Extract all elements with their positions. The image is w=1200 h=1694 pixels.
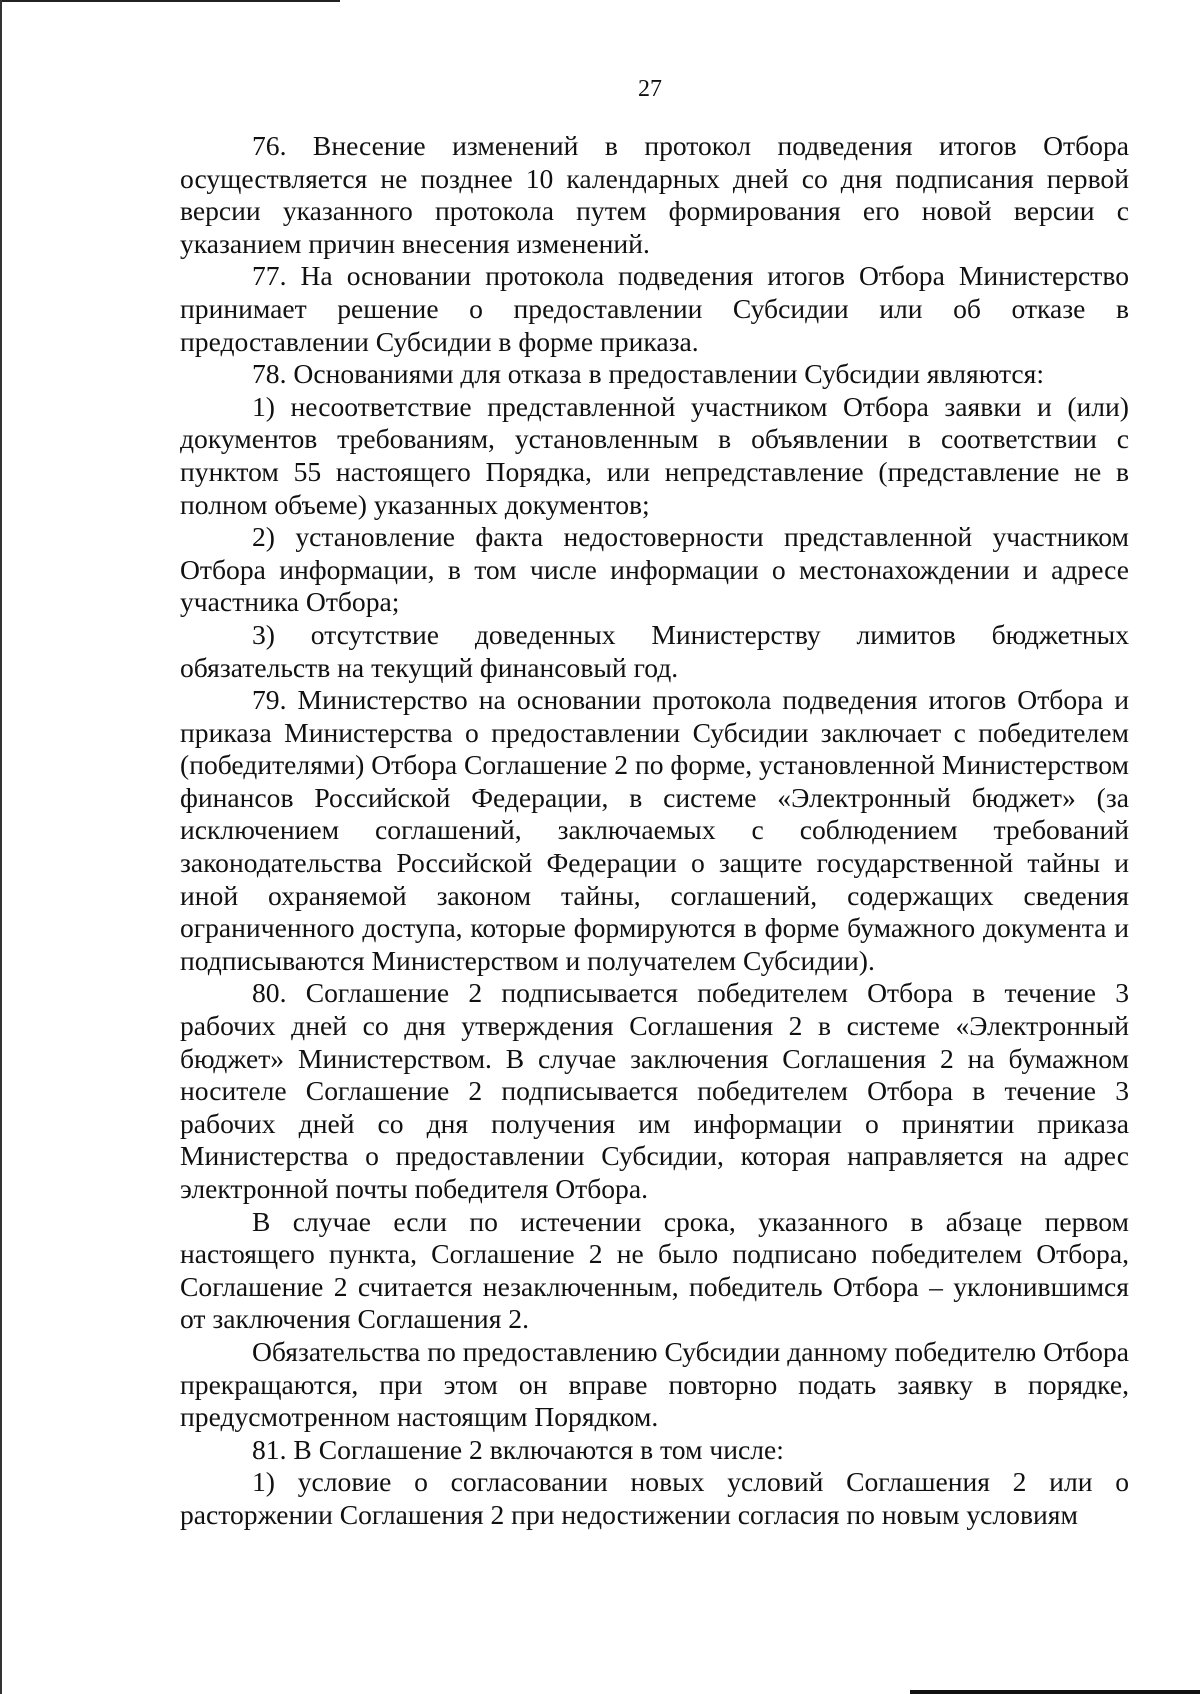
scan-edge-bottom: [910, 1690, 1200, 1694]
paragraph-78-item-2: 2) установление факта недостоверности представленной участником Отбора информации, в том числе информации о местонахождении и адресе участника Отбора;: [180, 521, 1129, 618]
paragraph-77: 77. На основании протокола подведения итогов Отбора Министерство принимает решение о предоставлении Субсидии или об отказе в предоставлении Субсидии в форме приказа.: [180, 260, 1129, 357]
document-body: [180, 130, 1129, 1532]
paragraph-79: 79. Министерство на основании протокола подведения итогов Отбора и приказа Министерства о предоставлении Субсидии заключает с победителем (победителями) Отбора Соглашение 2 по форме, установленной Министерством финансов Российской Федерации, в системе «Электронный бюджет» (за исключением соглашений, заключаемых с соблюдением требований законодательства Российской Федерации о защите государственной тайны и иной охраняемой законом тайны, соглашений, содержащих сведения ограниченного доступа, которые формируются в форме бумажного документа и подписываются Министерством и получателем Субсидии).: [180, 684, 1129, 976]
paragraph-78-item-1: 1) несоответствие представленной участником Отбора заявки и (или) документов требованиям, установленным в объявлении в соответствии с пунктом 55 настоящего Порядка, или непредставление (представление не в полном объеме) указанных документов;: [180, 390, 1129, 520]
paragraph-78-item-3: 3) отсутствие доведенных Министерству лимитов бюджетных обязательств на текущий финансовый год.: [180, 618, 1129, 683]
page-number: 27: [638, 76, 662, 102]
paragraph-80: 80. Соглашение 2 подписывается победителем Отбора в течение 3 рабочих дней со дня утверждения Соглашения 2 в системе «Электронный бюджет» Министерством. В случае заключения Соглашения 2 на бумажном носителе Соглашение 2 подписывается победителем Отбора в течение 3 рабочих дней со дня получения им информации о принятии приказа Министерства о предоставлении Субсидии, которая направляется на адрес электронной почты победителя Отбора.: [180, 977, 1129, 1204]
paragraph-81: 81. В Соглашение 2 включаются в том числе:: [252, 1433, 784, 1465]
paragraph-76: 76. Внесение изменений в протокол подведения итогов Отбора осуществляется не позднее 10 календарных дней со дня подписания первой версии указанного протокола путем формирования его новой версии с указанием причин внесения изменений.: [180, 130, 1129, 259]
paragraph-78: 78. Основаниями для отказа в предоставлении Субсидии являются:: [252, 358, 1044, 390]
paragraph-80-part-2: В случае если по истечении срока, указанного в абзаце первом настоящего пункта, Соглашение 2 не было подписано победителем Отбора, Соглашение 2 считается незаключенным, победитель Отбора – уклонившимся от заключения Соглашения 2.: [180, 1205, 1129, 1335]
scan-edge-left: [0, 0, 2, 1694]
scan-edge-top: [0, 0, 340, 2]
paragraph-80-part-3: Обязательства по предоставлению Субсидии данному победителю Отбора прекращаются, при этом он вправе повторно подать заявку в порядке, предусмотренном настоящим Порядком.: [180, 1335, 1129, 1433]
paragraph-81-item-1: 1) условие о согласовании новых условий Соглашения 2 или о расторжении Соглашения 2 при недостижении согласия по новым условиям: [180, 1466, 1129, 1530]
